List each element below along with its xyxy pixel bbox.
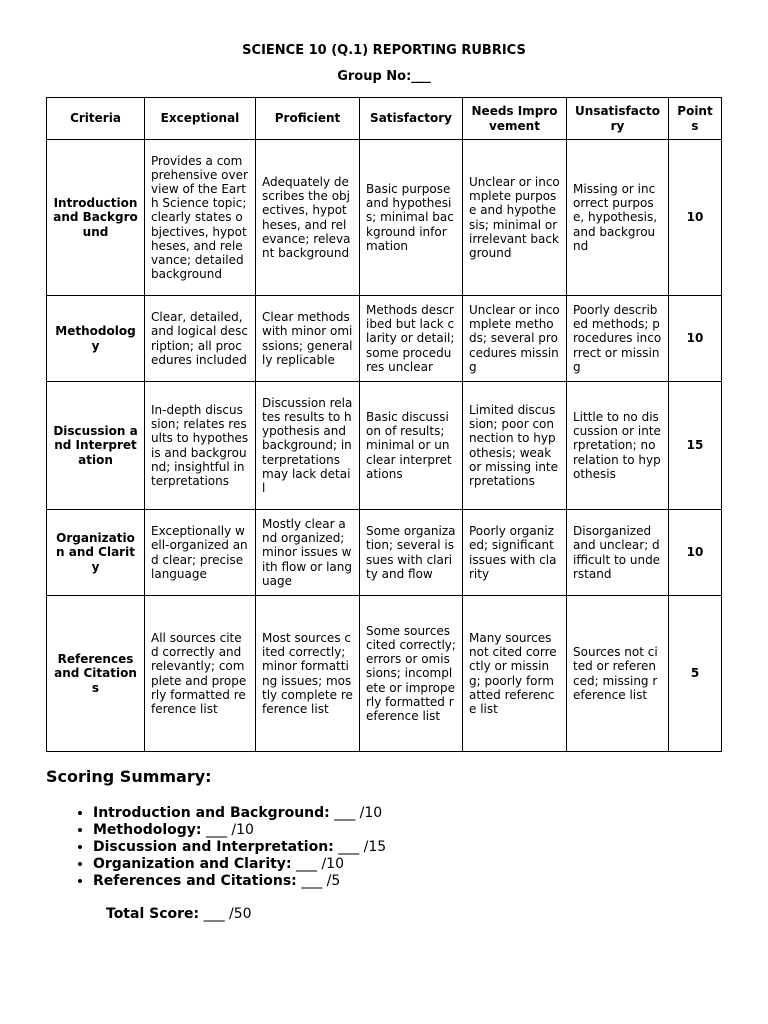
needs-improvement-cell: Many sources not cited correctly or missing; poorly formatted reference list (463, 596, 567, 752)
criteria-cell: Discussion and Interpretation (47, 382, 145, 510)
satisfactory-cell: Methods described but lack clarity or detail; some procedures unclear (360, 296, 463, 382)
exceptional-cell: In-depth discussion; relates results to hypothesis and background; insightful interpretations (145, 382, 256, 510)
needs-improvement-cell: Poorly organized; significant issues with clarity (463, 510, 567, 596)
unsatisfactory-cell: Sources not cited or referenced; missing reference list (567, 596, 669, 752)
proficient-cell: Mostly clear and organized; minor issues with flow or language (256, 510, 360, 596)
unsatisfactory-cell: Little to no discussion or interpretation; no relation to hypothesis (567, 382, 669, 510)
list-item (93, 856, 386, 873)
satisfactory-cell: Some organization; several issues with clarity and flow (360, 510, 463, 596)
table-row (47, 140, 722, 296)
scoring-summary-list (46, 805, 386, 890)
points-cell: 5 (669, 596, 722, 752)
group-number-label: Group No:___ (337, 69, 431, 84)
total-score (106, 906, 252, 922)
document-title: SCIENCE 10 (Q.1) REPORTING RUBRICS (242, 43, 526, 58)
header-criteria: Criteria (47, 98, 145, 140)
summary-item-value: ___ /10 (296, 856, 344, 872)
satisfactory-cell: Basic purpose and hypothesis; minimal background information (360, 140, 463, 296)
points-cell: 10 (669, 140, 722, 296)
summary-item-label: Introduction and Background: (93, 805, 330, 821)
exceptional-cell: All sources cited correctly and relevantly; complete and properly formatted reference list (145, 596, 256, 752)
list-item (93, 873, 386, 890)
table-row (47, 296, 722, 382)
rubric-table (46, 97, 722, 752)
proficient-cell: Most sources cited correctly; minor formatting issues; mostly complete reference list (256, 596, 360, 752)
total-score-label: Total Score: (106, 906, 200, 922)
exceptional-cell: Clear, detailed, and logical description; all procedures included (145, 296, 256, 382)
needs-improvement-cell: Unclear or incomplete purpose and hypothesis; minimal or irrelevant background (463, 140, 567, 296)
total-score-value: ___ /50 (203, 906, 252, 922)
needs-improvement-cell: Unclear or incomplete methods; several procedures missing (463, 296, 567, 382)
criteria-cell: Organization and Clarity (47, 510, 145, 596)
header-needs-improvement: Needs Improvement (463, 98, 567, 140)
satisfactory-cell: Some sources cited correctly; errors or omissions; incomplete or improperly formatted reference list (360, 596, 463, 752)
table-row (47, 596, 722, 752)
satisfactory-cell: Basic discussion of results; minimal or unclear interpretations (360, 382, 463, 510)
header-satisfactory: Satisfactory (360, 98, 463, 140)
proficient-cell: Discussion relates results to hypothesis and background; interpretations may lack detail (256, 382, 360, 510)
proficient-cell: Adequately describes the objectives, hypotheses, and relevance; relevant background (256, 140, 360, 296)
points-cell: 10 (669, 510, 722, 596)
unsatisfactory-cell: Disorganized and unclear; difficult to understand (567, 510, 669, 596)
list-item (93, 805, 386, 822)
summary-item-label: Discussion and Interpretation: (93, 839, 334, 855)
summary-item-label: Methodology: (93, 822, 202, 838)
summary-item-value: ___ /10 (205, 822, 254, 838)
points-cell: 15 (669, 382, 722, 510)
needs-improvement-cell: Limited discussion; poor connection to hypothesis; weak or missing interpretations (463, 382, 567, 510)
header-points: Points (669, 98, 722, 140)
exceptional-cell: Provides a comprehensive overview of the Earth Science topic; clearly states objectives, hypotheses, and relevance; detailed background (145, 140, 256, 296)
unsatisfactory-cell: Missing or incorrect purpose, hypothesis, and background (567, 140, 669, 296)
proficient-cell: Clear methods with minor omissions; generally replicable (256, 296, 360, 382)
summary-item-label: Organization and Clarity: (93, 856, 292, 872)
criteria-cell: Methodology (47, 296, 145, 382)
criteria-cell: References and Citations (47, 596, 145, 752)
summary-item-value: ___ /15 (338, 839, 387, 855)
exceptional-cell: Exceptionally well-organized and clear; precise language (145, 510, 256, 596)
list-item (93, 839, 386, 856)
list-item (93, 822, 386, 839)
summary-item-value: ___ /10 (334, 805, 383, 821)
criteria-cell: Introduction and Background (47, 140, 145, 296)
summary-item-value: ___ /5 (301, 873, 341, 889)
unsatisfactory-cell: Poorly described methods; procedures incorrect or missing (567, 296, 669, 382)
table-row (47, 382, 722, 510)
header-proficient: Proficient (256, 98, 360, 140)
header-unsatisfactory: Unsatisfactory (567, 98, 669, 140)
points-cell: 10 (669, 296, 722, 382)
table-header-row (47, 98, 722, 140)
header-exceptional: Exceptional (145, 98, 256, 140)
table-row (47, 510, 722, 596)
scoring-summary-title: Scoring Summary: (46, 767, 212, 786)
summary-item-label: References and Citations: (93, 873, 297, 889)
